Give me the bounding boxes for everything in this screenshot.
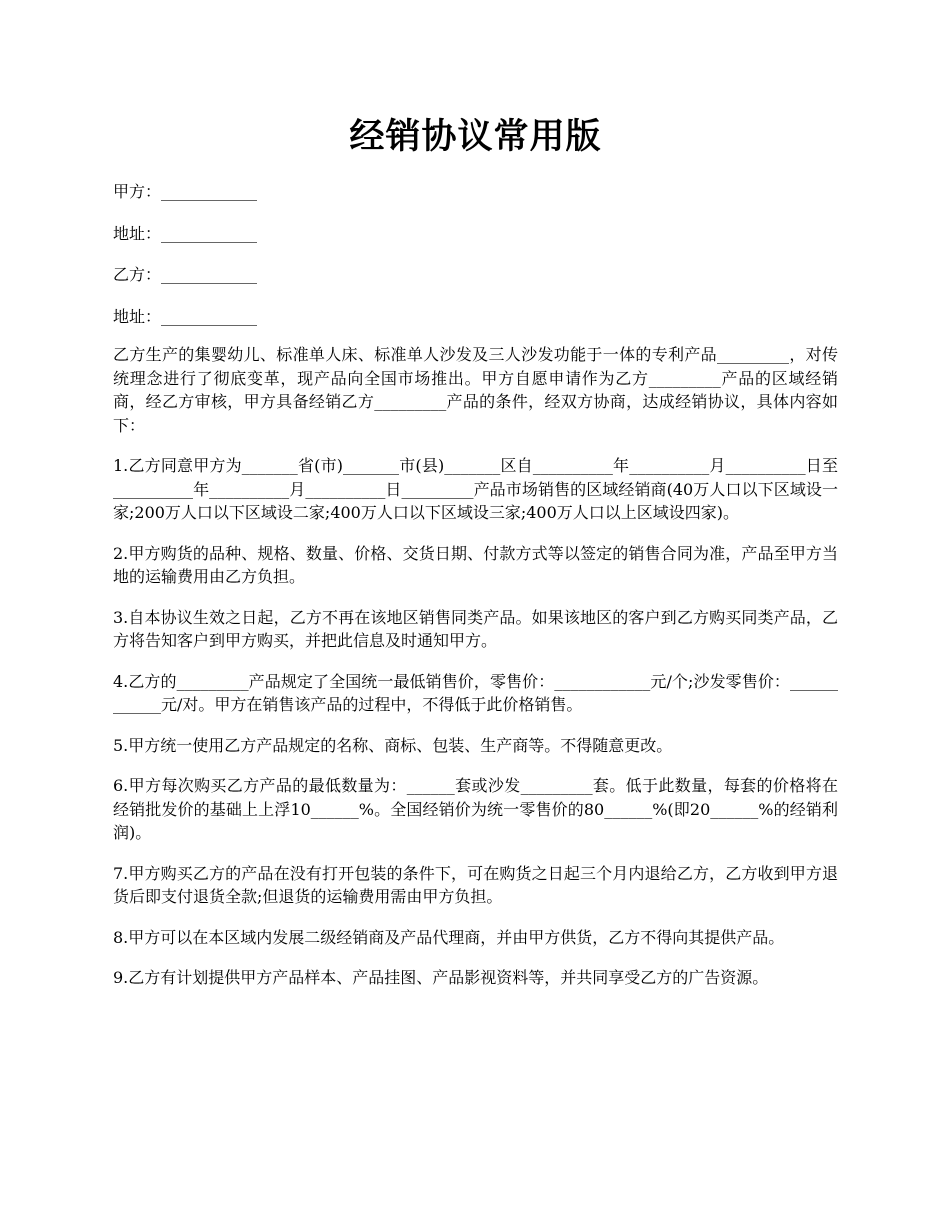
party-a-address-line: 地址：____________ [113, 224, 258, 243]
document-title: 经销协议常用版 [349, 116, 602, 157]
intro-paragraph: 乙方生产的集婴幼儿、标准单人床、标准单人沙发及三人沙发功能于一体的专利产品_________，对传统理念进行了彻底变革，现产品向全国市场推出。甲方自愿申请作为乙方_________产品的区域经销商，经乙方审核，甲方具备经销乙方_________产品的条件，经双方协商，达成经销协议，具体内容如下： [113, 345, 838, 435]
agreement-body [113, 343, 838, 1007]
party-b-address-line: 地址：____________ [113, 307, 258, 326]
clause-3: 3.自本协议生效之日起，乙方不再在该地区销售同类产品。如果该地区的客户到乙方购买同类产品，乙方将告知客户到甲方购买，并把此信息及时通知甲方。 [113, 607, 838, 650]
clause-2: 2.甲方购货的品种、规格、数量、价格、交货日期、付款方式等以签定的销售合同为准，产品至甲方当地的运输费用由乙方负担。 [113, 543, 838, 586]
clause-5: 5.甲方统一使用乙方产品规定的名称、商标、包装、生产商等。不得随意更改。 [113, 735, 673, 755]
clause-9: 9.乙方有计划提供甲方产品样本、产品挂图、产品影视资料等，并共同享受乙方的广告资源。 [113, 968, 769, 987]
clause-7: 7.甲方购买乙方的产品在没有打开包装的条件下，可在购货之日起三个月内退给乙方，乙方收到甲方退货后即支付退货全款;但退货的运输费用需由甲方负担。 [113, 863, 838, 906]
party-a-line: 甲方：____________ [113, 182, 258, 201]
clause-4: 4.乙方的_________产品规定了全国统一最低销售价，零售价：____________元/个;沙发零售价：____________元/对。甲方在销售该产品的过程中，不得低于此价格销售。 [113, 671, 838, 714]
clause-1: 1.乙方同意甲方为_______省(市)_______市(县)_______区自__________年__________月__________日至__________年__________月__________日_________产品市场销售的区域经销商(40万人口以下区域设一家;200万人口以下区域设二家;400万人口以下区域设三家;400万人口以上区域设四家)。 [113, 456, 838, 522]
clause-8: 8.甲方可以在本区域内发展二级经销商及产品代理商，并由甲方供货，乙方不得向其提供产品。 [113, 927, 785, 947]
clause-6: 6.甲方每次购买乙方产品的最低数量为：______套或沙发_________套。低于此数量，每套的价格将在经销批发价的基础上上浮10______%。全国经销价为统一零售价的80______%(即20______%的经销利润)。 [113, 776, 838, 842]
party-b-line: 乙方：____________ [113, 265, 258, 284]
